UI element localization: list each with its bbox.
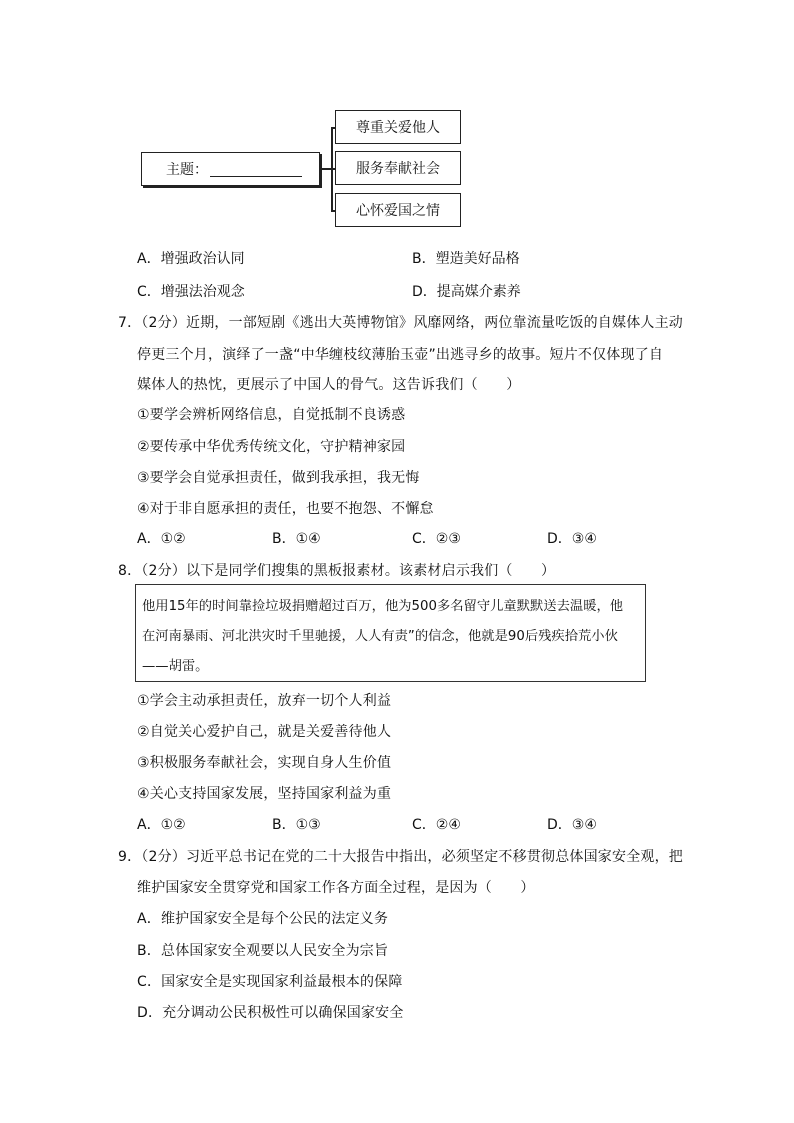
q8-statement-2: ②自觉关心爱护自己，就是关爱善待他人 <box>137 724 392 740</box>
connector-horizontal <box>320 168 331 170</box>
q9-option-c: C．国家安全是实现国家利益最根本的保障 <box>137 974 403 990</box>
branch-box-2 <box>335 151 461 185</box>
q8-option-d: D．③④ <box>547 817 597 833</box>
topic-blank <box>210 162 302 177</box>
q9-option-b: B．总体国家安全观要以人民安全为宗旨 <box>137 943 389 959</box>
q7-stem-line-1: 7．（2分）近期，一部短剧《逃出大英博物馆》风靡网络，两位靠流量吃饭的自媒体人主动 <box>118 315 684 331</box>
q6-option-d: D．提高媒介素养 <box>412 284 521 300</box>
q7-statement-3: ③要学会自觉承担责任，做到我承担，我无悔 <box>137 470 420 486</box>
q7-option-c: C．②③ <box>412 531 461 547</box>
material-line-1: 他用15年的时间靠捡垃圾捐赠超过百万，他为500多名留守儿童默默送去温暖，他 <box>142 599 624 614</box>
q9-stem-line-1: 9．（2分）习近平总书记在党的二十大报告中指出，必须坚定不移贯彻总体国家安全观，把 <box>118 849 684 865</box>
branch-label: 心怀爱国之情 <box>356 203 440 219</box>
q7-statement-4: ④对于非自愿承担的责任，也要不抱怨、不懈怠 <box>137 501 434 517</box>
q8-statement-3: ③积极服务奉献社会，实现自身人生价值 <box>137 755 392 771</box>
q7-stem-line-3: 媒体人的热忱，更展示了中国人的骨气。这告诉我们（ ） <box>137 377 521 393</box>
q7-option-d: D．③④ <box>547 531 597 547</box>
topic-box <box>141 152 320 186</box>
q8-statement-1: ①学会主动承担责任，放弃一切个人利益 <box>137 693 392 709</box>
q7-option-b: B．①④ <box>272 531 321 547</box>
q9-stem-line-2: 维护国家安全贯穿党和国家工作各方面全过程，是因为（ ） <box>137 880 535 896</box>
q9-option-a: A．维护国家安全是每个公民的法定义务 <box>137 911 389 927</box>
branch-label: 服务奉献社会 <box>356 161 440 177</box>
q8-stem: 8．（2分）以下是同学们搜集的黑板报素材。该素材启示我们（ ） <box>118 563 556 579</box>
material-line-3: ——胡雷。 <box>142 659 209 674</box>
branch-box-3 <box>335 193 461 227</box>
q6-option-c: C．增强法治观念 <box>137 284 245 300</box>
topic-label: 主题： <box>166 162 208 178</box>
branch-box-1 <box>335 110 461 144</box>
q6-option-a: A．增强政治认同 <box>137 251 245 267</box>
q7-option-a: A．①② <box>137 531 186 547</box>
material-line-2: 在河南暴雨、河北洪灾时千里驰援，人人有责”的信念，他就是90后残疾拾荒小伙 <box>142 629 618 644</box>
q8-option-a: A．①② <box>137 817 186 833</box>
q9-option-d: D．充分调动公民积极性可以确保国家安全 <box>137 1005 404 1021</box>
q8-option-c: C．②④ <box>412 817 461 833</box>
q8-option-b: B．①③ <box>272 817 321 833</box>
q6-option-b: B．塑造美好品格 <box>412 251 520 267</box>
q7-statement-1: ①要学会辨析网络信息，自觉抵制不良诱惑 <box>137 407 406 423</box>
q8-statement-4: ④关心支持国家发展，坚持国家利益为重 <box>137 786 392 802</box>
q7-stem-line-2: 停更三个月，演绎了一盏“中华缠枝纹薄胎玉壶”出逃寻乡的故事。短片不仅体现了自 <box>137 347 664 363</box>
q7-statement-2: ②要传承中华优秀传统文化，守护精神家园 <box>137 439 406 455</box>
branch-label: 尊重关爱他人 <box>356 120 440 136</box>
material-box <box>135 584 646 682</box>
